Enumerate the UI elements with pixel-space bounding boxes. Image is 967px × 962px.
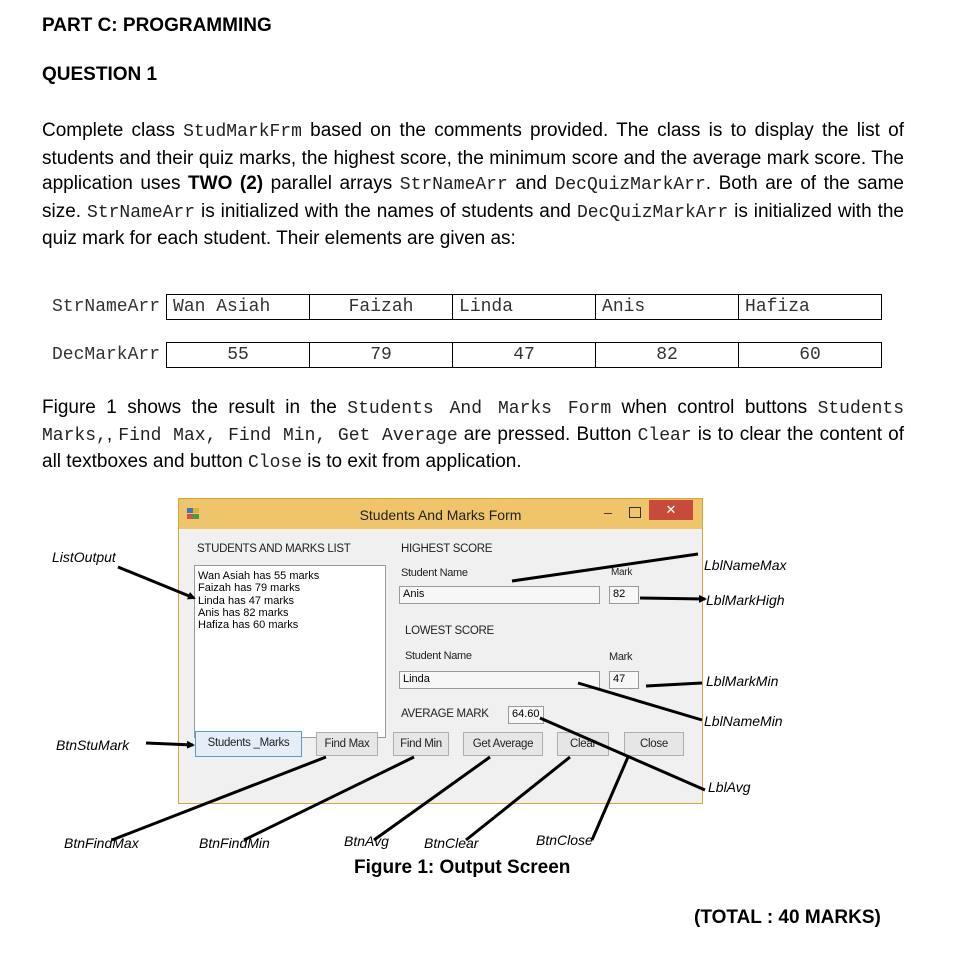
average-mark-label: AVERAGE MARK: [401, 708, 489, 720]
arrow-btn-clear: [466, 757, 570, 840]
figure-caption: Figure 1: Output Screen: [354, 857, 571, 878]
total-marks: (TOTAL : 40 MARKS): [694, 907, 881, 928]
list-item: Faizah has 79 marks: [198, 582, 301, 595]
highest-score-header: HIGHEST SCORE: [401, 543, 493, 555]
callout-lbl-avg: LblAvg: [708, 779, 751, 795]
question-heading: QUESTION 1: [42, 64, 158, 85]
arrow-lbl-avg: [540, 718, 705, 790]
intro-paragraph: Complete class StudMarkFrm based on the comments provided. The class is to display the list of students and their quiz marks, the highest score, the minimum score and the average mark score. The application uses TWO (2) parallel arrays StrNameArr and DecQuizMarkArr. Both are of the same size. StrNameArr is initialized with the names of students and DecQuizMarkArr is initialized with the quiz mark for each student. Their elements are given as:: [42, 120, 905, 249]
find-max-button[interactable]: Find Max: [316, 732, 378, 756]
close-button[interactable]: Close: [624, 732, 684, 756]
arrow-lbl-mark-min: [646, 683, 702, 686]
mark-label: Mark: [609, 651, 633, 663]
lbl-name-min: Linda: [399, 671, 600, 689]
lowest-score-header: LOWEST SCORE: [405, 625, 494, 637]
mark-label: Mark: [611, 567, 633, 578]
arrow-lbl-name-min: [578, 683, 702, 720]
array-cell: Linda: [453, 295, 596, 320]
list-item: Wan Asiah has 55 marks: [198, 570, 320, 582]
array-cell: Hafiza: [739, 295, 882, 320]
callout-btn-clear: BtnClear: [424, 835, 479, 851]
callout-lbl-mark-min: LblMarkMin: [706, 673, 779, 689]
array-cell: Faizah: [310, 295, 453, 320]
callout-btn-find-min: BtnFindMin: [199, 835, 270, 851]
callout-btn-avg: BtnAvg: [344, 833, 389, 849]
lbl-mark-min: 47: [609, 671, 639, 689]
callout-lbl-mark-high: LblMarkHigh: [706, 592, 785, 608]
students-marks-button[interactable]: Students _Marks: [195, 731, 302, 757]
callout-lbl-name-max: LblNameMax: [704, 557, 787, 573]
student-name-label: Student Name: [405, 650, 472, 662]
lbl-name-max: Anis: [399, 586, 600, 604]
array-cell: 79: [310, 343, 453, 368]
array-cell: Anis: [596, 295, 739, 320]
array-cell: 60: [739, 343, 882, 368]
names-array-label: StrNameArr: [52, 297, 161, 317]
form-title: Students And Marks Form: [359, 507, 522, 523]
marks-array-label: DecMarkArr: [52, 345, 161, 365]
lbl-avg: 64.60: [508, 706, 544, 724]
arrow-btn-close: [592, 757, 628, 840]
find-min-button[interactable]: Find Min: [393, 732, 449, 756]
list-item: Linda has 47 marks: [198, 594, 294, 607]
arrow-btn-find-min: [244, 757, 414, 840]
callout-btn-find-max: BtnFindMax: [64, 835, 139, 851]
minimize-icon[interactable]: –: [604, 504, 612, 520]
list-item: Hafiza has 60 marks: [198, 619, 299, 632]
array-cell: 55: [167, 343, 310, 368]
clear-button[interactable]: Clear: [557, 732, 609, 756]
array-cell: 82: [596, 343, 739, 368]
lbl-mark-high: 82: [609, 586, 639, 604]
list-header: STUDENTS AND MARKS LIST: [197, 543, 351, 555]
part-heading: PART C: PROGRAMMING: [42, 15, 272, 36]
arrow-lbl-name-max: [512, 554, 698, 581]
arrow-btn-find-max: [112, 757, 326, 840]
close-icon[interactable]: ✕: [649, 500, 693, 520]
callout-btn-stu-mark: BtnStuMark: [56, 737, 130, 753]
figure-paragraph: Figure 1 shows the result in the Students And Marks Form when control buttons Students Marks,, Find Max, Find Min, Get Average are pressed. Button Clear is to clear the content of all textboxes and button Close is to exit from application.: [42, 397, 904, 473]
array-cell: 47: [453, 343, 596, 368]
list-item: Anis has 82 marks: [198, 606, 289, 619]
student-name-label: Student Name: [401, 567, 468, 579]
callout-list-output: ListOutput: [52, 549, 116, 565]
array-cell: Wan Asiah: [167, 295, 310, 320]
arrow-list-output: [118, 567, 194, 598]
callout-btn-close: BtnClose: [536, 832, 593, 848]
arrow-btn-stu-mark: [146, 743, 193, 745]
arrow-lbl-mark-high: [640, 598, 705, 599]
callout-lbl-name-min: LblNameMin: [704, 713, 783, 729]
get-average-button[interactable]: Get Average: [463, 732, 543, 756]
